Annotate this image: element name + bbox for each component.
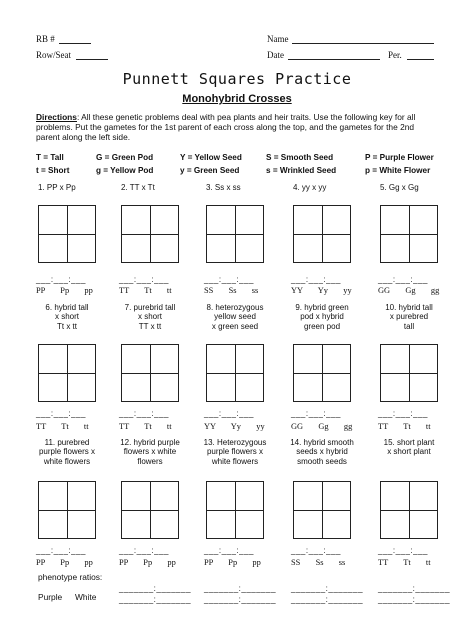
square-divider-horizontal (39, 234, 95, 235)
square-divider-horizontal (39, 510, 95, 511)
genotype-ratio-blank[interactable]: ___:___:___ (378, 275, 428, 284)
phenotype-ratio-blank[interactable]: _______:_______ (204, 584, 277, 593)
genotype-labels: YY Yy yy (291, 286, 352, 295)
punnett-square[interactable] (206, 344, 264, 402)
period-field[interactable] (407, 59, 434, 60)
punnett-square[interactable] (38, 205, 96, 263)
problem-label: 12. hybrid purple flowers x white flowers (120, 438, 180, 466)
key-entry: T = Tall (36, 153, 64, 162)
rb-label: RB # (36, 34, 55, 44)
genotype-ratio-blank[interactable]: ___:___:___ (204, 409, 254, 418)
key-entry: y = Green Seed (180, 166, 240, 175)
problem-label: 7. purebrid tall x short TT x tt (124, 303, 176, 331)
key-entry: t = Short (36, 166, 70, 175)
genotype-labels: TT Tt tt (36, 422, 89, 431)
phenotype-ratio-blank[interactable]: _______:_______ (291, 595, 364, 604)
punnett-square[interactable] (293, 344, 351, 402)
problem-label: 9. hybrid green pod x hybrid green pod (295, 303, 349, 331)
row-seat-label: Row/Seat (36, 50, 71, 60)
genotype-ratio-blank[interactable]: ___:___:___ (378, 546, 428, 555)
phenotype-ratio-blank[interactable]: _______:_______ (378, 584, 451, 593)
punnett-square[interactable] (380, 344, 438, 402)
square-divider-horizontal (294, 234, 350, 235)
page-subtitle: Monohybrid Crosses (182, 93, 292, 105)
genotype-labels: YY Yy yy (204, 422, 265, 431)
genotype-labels: PP Pp pp (36, 558, 93, 567)
phenotype-ratio-blank[interactable]: _______:_______ (378, 595, 451, 604)
date-field[interactable] (288, 59, 380, 60)
genotype-ratio-blank[interactable]: ___:___:___ (204, 275, 254, 284)
punnett-square[interactable] (206, 481, 264, 539)
square-divider-horizontal (39, 373, 95, 374)
genotype-labels: TT Tt tt (378, 558, 431, 567)
square-divider-horizontal (122, 234, 178, 235)
problem-label: 2. TT x Tt (121, 183, 155, 192)
key-entry: S = Smooth Seed (266, 153, 334, 162)
punnett-square[interactable] (38, 481, 96, 539)
directions-body: : All these genetic problems deal with pea plants and heir traits. Use the following key for all problems. Put the gametes for the 1st parent of each cross along the top, and the gametes for the 2nd parent along the left side. (36, 112, 416, 142)
square-divider-horizontal (381, 510, 437, 511)
square-divider-horizontal (381, 234, 437, 235)
phenotype-ratio-blank[interactable]: _______:_______ (291, 584, 364, 593)
square-divider-horizontal (294, 510, 350, 511)
row-seat-field[interactable] (76, 59, 108, 60)
phenotype-ratio-blank[interactable]: _______:_______ (119, 595, 192, 604)
punnett-square[interactable] (206, 205, 264, 263)
punnett-square[interactable] (121, 481, 179, 539)
key-entry: s = Wrinkled Seed (266, 166, 337, 175)
genotype-labels: GG Gg gg (291, 422, 353, 431)
genotype-ratio-blank[interactable]: ___:___:___ (378, 409, 428, 418)
genotype-labels: SS Ss ss (204, 286, 259, 295)
phenotype-label: phenotype ratios: (38, 572, 103, 582)
genotype-ratio-blank[interactable]: ___:___:___ (291, 409, 341, 418)
genotype-ratio-blank[interactable]: ___:___:___ (119, 275, 169, 284)
square-divider-horizontal (207, 234, 263, 235)
problem-label: 6. hybrid tall x short Tt x tt (45, 303, 89, 331)
directions-text (36, 112, 440, 142)
key-entry: g = Yellow Pod (96, 166, 154, 175)
page-title: Punnett Squares Practice (122, 70, 352, 88)
square-divider-horizontal (294, 373, 350, 374)
phenotype-ratio-blank[interactable]: _______:_______ (204, 595, 277, 604)
key-entry: P = Purple Flower (365, 153, 434, 162)
square-divider-horizontal (381, 373, 437, 374)
genotype-labels: TT Tt tt (378, 422, 431, 431)
problem-label: 11. purebred purple flowers x white flowers (38, 438, 96, 466)
key-entry: p = White Flower (365, 166, 431, 175)
square-divider-horizontal (207, 373, 263, 374)
square-divider-horizontal (122, 373, 178, 374)
genotype-ratio-blank[interactable]: ___:___:___ (291, 275, 341, 284)
square-divider-horizontal (122, 510, 178, 511)
punnett-square[interactable] (380, 481, 438, 539)
problem-label: 10. hybrid tall x purebred tall (385, 303, 433, 331)
punnett-square[interactable] (121, 344, 179, 402)
problem-label: 3. Ss x ss (206, 183, 241, 192)
rb-field[interactable] (59, 43, 91, 44)
square-divider-horizontal (207, 510, 263, 511)
punnett-square[interactable] (293, 205, 351, 263)
genotype-ratio-blank[interactable]: ___:___:___ (291, 546, 341, 555)
phenotype-white-label: White (75, 592, 97, 602)
name-field[interactable] (292, 43, 434, 44)
punnett-square[interactable] (380, 205, 438, 263)
name-label: Name (267, 34, 289, 44)
key-entry: G = Green Pod (96, 153, 154, 162)
problem-label: 1. PP x Pp (38, 183, 76, 192)
genotype-labels: SS Ss ss (291, 558, 346, 567)
genotype-ratio-blank[interactable]: ___:___:___ (119, 409, 169, 418)
punnett-square[interactable] (293, 481, 351, 539)
problem-label: 5. Gg x Gg (380, 183, 419, 192)
key-entry: Y = Yellow Seed (180, 153, 242, 162)
genotype-labels: TT Tt tt (119, 422, 172, 431)
genotype-ratio-blank[interactable]: ___:___:___ (36, 409, 86, 418)
problem-label: 4. yy x yy (293, 183, 327, 192)
genotype-ratio-blank[interactable]: ___:___:___ (119, 546, 169, 555)
problem-label: 15. short plant x short plant (383, 438, 435, 457)
genotype-labels: PP Pp pp (36, 286, 93, 295)
problem-label: 14. hybrid smooth seeds x hybrid smooth seeds (290, 438, 354, 466)
date-label: Date (267, 50, 284, 60)
period-label: Per. (388, 50, 402, 60)
problem-label: 13. Heterozygous purple flowers x white flowers (203, 438, 267, 466)
phenotype-ratio-blank[interactable]: _______:_______ (119, 584, 192, 593)
genotype-labels: PP Pp pp (204, 558, 261, 567)
genotype-labels: PP Pp pp (119, 558, 176, 567)
genotype-labels: GG Gg gg (378, 286, 440, 295)
phenotype-purple-label: Purple (38, 592, 63, 602)
genotype-labels: TT Tt tt (119, 286, 172, 295)
punnett-square[interactable] (121, 205, 179, 263)
genotype-ratio-blank[interactable]: ___:___:___ (36, 546, 86, 555)
punnett-square[interactable] (38, 344, 96, 402)
genotype-ratio-blank[interactable]: ___:___:___ (36, 275, 86, 284)
problem-label: 8. heterozygous yellow seed x green seed (206, 303, 264, 331)
directions-label: Directions (36, 112, 77, 122)
genotype-ratio-blank[interactable]: ___:___:___ (204, 546, 254, 555)
